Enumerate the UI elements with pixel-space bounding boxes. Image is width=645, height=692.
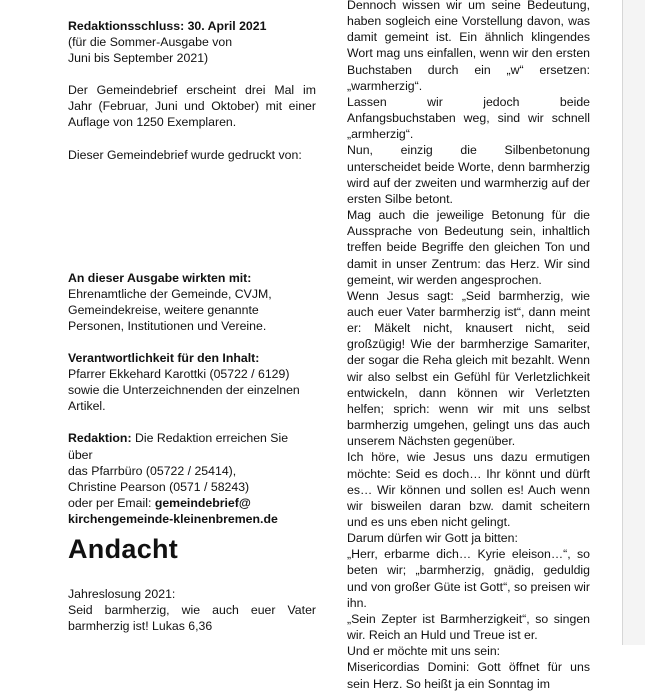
editorial-section [68,430,316,527]
paragraph-5: Wenn Jesus sagt: „Seid barmherzig, wie auch euer Vater barmherzig ist“, dann meint er: Mäkelt nicht, knausert nicht, seid großzügig! Wie der barmherzige Samariter, der sogar die Reha gleich mit bezahlt. Wenn wir also selbst ein Gefühl für Verletzlichkeit entwickeln, dann können wir Verletzten helfen; sprich: wenn wir mit uns selbst barmherzig umgehen, gelingt uns das auch unserem Nächsten gegenüber. [347,288,590,449]
andacht-title: Andacht [68,534,179,564]
left-column [68,18,316,527]
paragraph-3: Nun, einzig die Silbenbetonung unterscheidet beide Worte, denn barmherzig wird auf der zweiten und warmherzig auf der ersten Silbe betont. [347,143,590,206]
contributors-heading: An dieser Ausgabe wirkten mit: [68,270,252,285]
printed-by-text: Dieser Gemeindebrief wurde gedruckt von: [68,147,302,162]
jahreslosung-section [68,586,316,634]
paragraph-11: Misericordias Domini: Gott öffnet für uns sein Herz. So heißt ja ein Sonntag im [347,660,590,691]
editorial-line-3: Christine Pearson (0571 / 58243) [68,479,250,494]
paragraph-6: Ich höre, wie Jesus uns dazu ermutigen möchte: Seid es doch… Ihr könnt und dürft es… Wir können und sollen es! Auch wenn wir bisweilen daran bzw. damit scheitern und es uns eben nicht gelingt. [347,450,590,529]
paragraph-7: Darum dürfen wir Gott ja bitten: [347,531,518,546]
responsibility-heading: Verantwortlichkeit für den Inhalt: [68,351,260,366]
paragraph-1: Dennoch wissen wir um seine Bedeutung, haben sogleich eine Vorstellung davon, was damit gemeint ist. Ein ähnlich klingendes Wort mag uns einfallen, wenn wir den ersten Buchstaben durch ein „w“ ersetzen: „warmherzig“. [347,0,590,93]
page-edge [623,0,645,645]
paragraph-4: Mag auch die jeweilige Betonung für die Aussprache von Bedeutung sein, inhaltlich treffen beide Begriffe den gleichen Ton und damit in unser Zentrum: das Herz. Wir sind gemeint, wir werden angesprochen. [347,208,590,287]
paragraph-9: „Sein Zepter ist Barmherzigkeit“, so singen wir. Reich an Huld und Treue ist er. [347,611,590,643]
responsibility-section [68,350,316,414]
contributors-line-3: Personen, Institutionen und Vereine. [68,318,267,333]
jahreslosung-text: Seid barmherzig, wie auch euer Vater barmherzig ist! Lukas 6,36 [68,603,316,634]
contributors-line-2: Gemeindekreise, weitere genannte [68,302,259,317]
deadline-section [68,18,316,66]
deadline-note-line-1: (für die Sommer-Ausgabe von [68,35,233,50]
editorial-line-2: das Pfarrbüro (05722 / 25414), [68,463,237,478]
deadline-heading: Redaktionsschluss: 30. April 2021 [68,19,267,33]
paragraph-8: „Herr, erbarme dich… Kyrie eleison…“, so beten wir; „barmherzig, gnädig, geduldig und von großer Güte ist Gott“, so preisen wir ihn. [347,547,590,610]
right-column [347,0,590,692]
paragraph-10: Und er möchte mit uns sein: [347,644,501,659]
deadline-note-line-2: Juni bis September 2021) [68,51,209,66]
email-link-part-1[interactable]: gemeindebrief@ [154,495,251,510]
editorial-label: Redaktion: [68,431,132,446]
publication-info: Der Gemeindebrief erscheint drei Mal im Jahr (Februar, Juni und Oktober) mit einer Auflage von 1250 Exemplaren. [68,83,316,130]
jahreslosung-label: Jahreslosung 2021: [68,587,176,601]
responsibility-line-3: Artikel. [68,399,106,414]
responsibility-line-2: sowie die Unterzeichnenden der einzelnen [68,383,300,398]
editorial-text: Die Redaktion erreichen Sie über [68,431,289,462]
paragraph-2: Lassen wir jedoch beide Anfangsbuchstaben weg, sind wir schnell „armherzig“. [347,94,590,142]
email-prefix: oder per Email: [68,495,155,510]
contributors-section [68,270,316,334]
email-link-part-2[interactable]: kirchengemeinde-kleinenbremen.de [68,511,278,526]
contributors-line-1: Ehrenamtliche der Gemeinde, CVJM, [68,286,272,301]
responsibility-line-1: Pfarrer Ekkehard Karottki (05722 / 6129) [68,367,290,382]
